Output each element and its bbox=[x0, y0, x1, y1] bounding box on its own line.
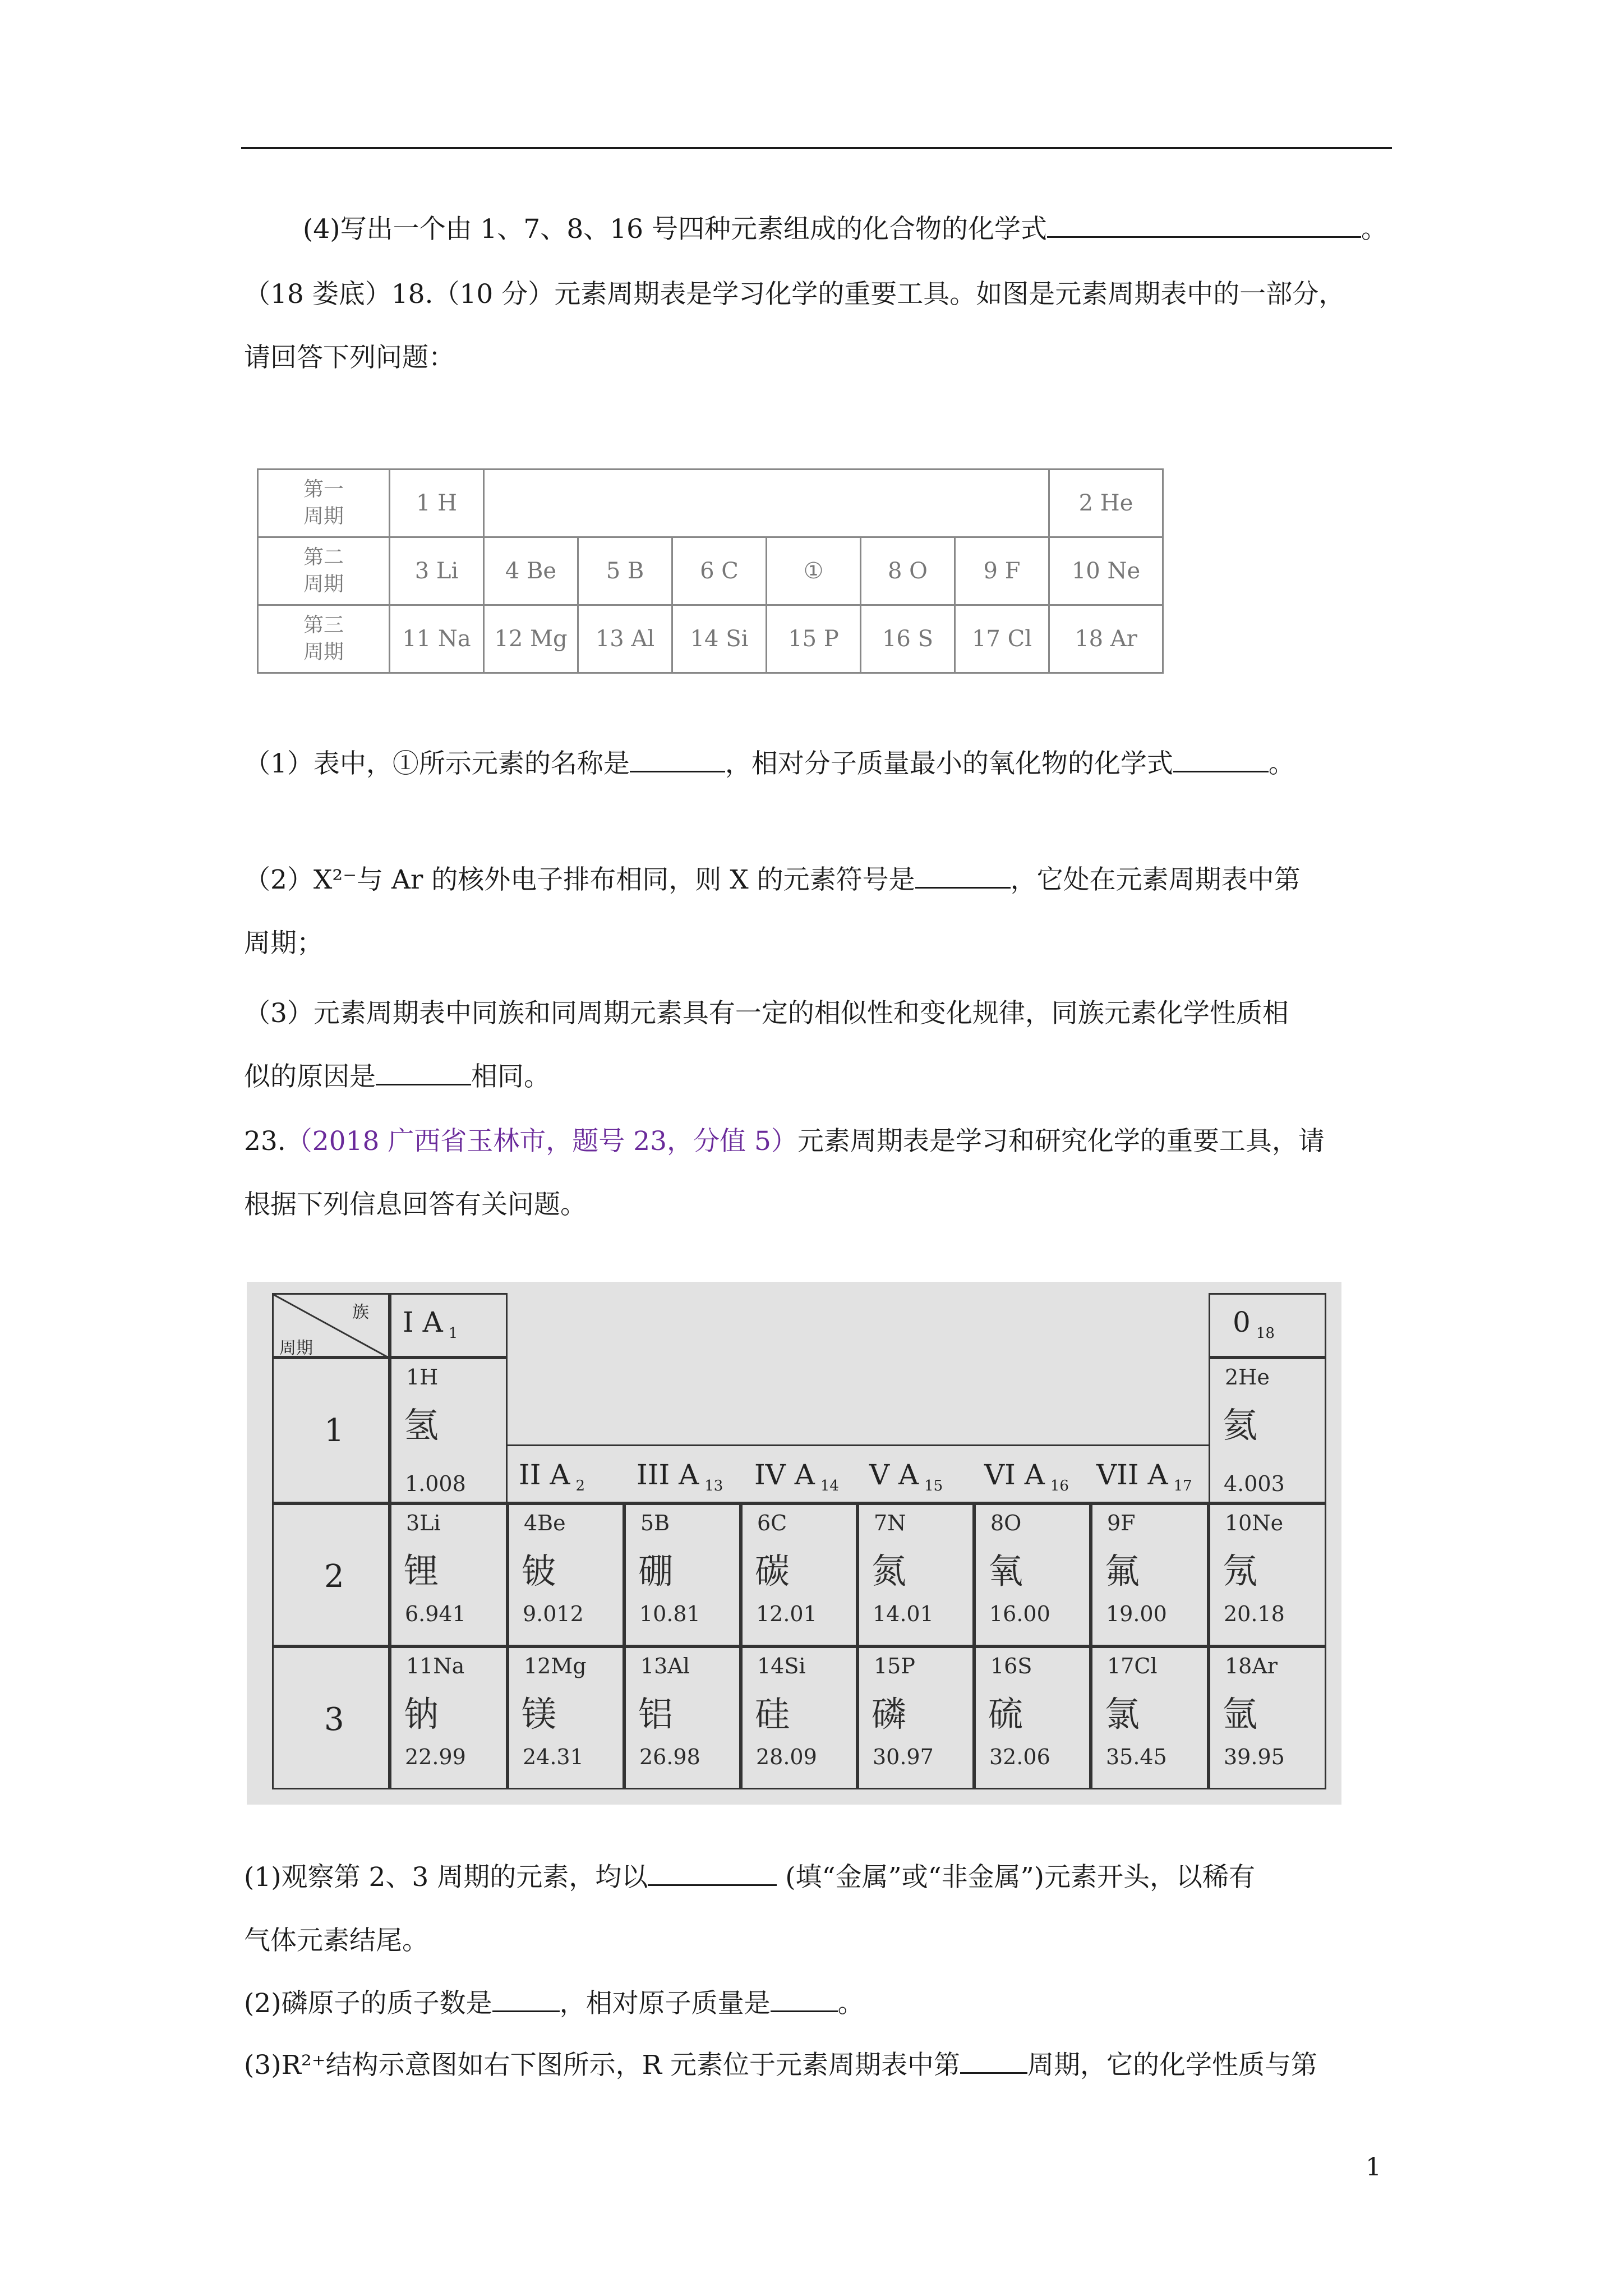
page-number: 1 bbox=[1366, 2153, 1381, 2182]
element-cell: 2 He bbox=[1049, 470, 1163, 537]
group-header: 0 $_{18}$ bbox=[1209, 1293, 1326, 1358]
element-cell: 6 C bbox=[672, 537, 767, 605]
element-cell: 9 F bbox=[955, 537, 1049, 605]
q23-periodic-table-photo bbox=[247, 1282, 1341, 1805]
q23-intro: 23.（2018 广西省玉林市，题号 23，分值 5）元素周期表是学习和研究化学的重要工具，请 根据下列信息回答有关问题。 bbox=[244, 1126, 1325, 1220]
answer-blank[interactable] bbox=[376, 1057, 471, 1085]
q18-part2: （2）X²⁻与 Ar 的核外电子排布相同，则 X 的元素符号是 ，它处在元素周期表中第 周期； bbox=[244, 848, 1394, 975]
element-cell: 16S 硫 32.06 bbox=[974, 1646, 1091, 1789]
element-cell: 13 Al bbox=[578, 605, 672, 673]
element-cell: 8O 氧 16.00 bbox=[974, 1503, 1091, 1646]
table-row bbox=[258, 470, 1163, 537]
element-cell-He: 2He 氦 4.003 bbox=[1209, 1358, 1326, 1503]
q23-part3: (3)R²⁺结构示意图如右下图所示，R 元素位于元素周期表中第 周期，它的化学性质与第 bbox=[244, 2033, 1394, 2097]
answer-blank[interactable] bbox=[630, 744, 725, 772]
table-row bbox=[258, 537, 1163, 605]
element-cell: 13Al 铝 26.98 bbox=[624, 1646, 741, 1789]
element-cell: 18 Ar bbox=[1049, 605, 1163, 673]
element-cell: 12Mg 镁 24.31 bbox=[508, 1646, 624, 1789]
element-cell: 17 Cl bbox=[955, 605, 1049, 673]
element-cell: 3Li 锂 6.941 bbox=[390, 1503, 508, 1646]
answer-blank[interactable] bbox=[1173, 744, 1269, 772]
element-cell: 7N 氮 14.01 bbox=[857, 1503, 974, 1646]
answer-blank[interactable] bbox=[915, 861, 1011, 889]
q23-part2: (2)磷原子的质子数是 ，相对原子质量是 。 bbox=[244, 1972, 1394, 2035]
period-header: 第一 周期 bbox=[258, 470, 390, 537]
element-cell: 11Na 钠 22.99 bbox=[390, 1646, 508, 1789]
source-citation: （2018 广西省玉林市，题号 23，分值 5） bbox=[285, 1126, 797, 1157]
period-3-cell: 3 bbox=[272, 1646, 390, 1789]
q18-periodic-table bbox=[257, 468, 1164, 674]
answer-blank[interactable] bbox=[960, 2046, 1027, 2074]
element-cell: 9F 氟 19.00 bbox=[1091, 1503, 1209, 1646]
element-cell: 17Cl 氯 35.45 bbox=[1091, 1646, 1209, 1789]
element-cell: 14Si 硅 28.09 bbox=[741, 1646, 857, 1789]
element-cell: 15 P bbox=[767, 605, 861, 673]
q18-part3: （3）元素周期表中同族和同周期元素具有一定的相似性和变化规律，同族元素化学性质相 似的原因是 相同。 bbox=[244, 998, 1289, 1092]
answer-blank[interactable] bbox=[648, 1858, 777, 1886]
element-cell: 4Be 铍 9.012 bbox=[508, 1503, 624, 1646]
q18-intro: （18 娄底）18.（10 分）元素周期表是学习化学的重要工具。如图是元素周期表中的一部分， 请回答下列问题： bbox=[244, 279, 1345, 373]
element-cell: 6C 碳 12.01 bbox=[741, 1503, 857, 1646]
answer-blank[interactable] bbox=[492, 1984, 560, 2012]
period-header: 第三 周期 bbox=[258, 605, 390, 673]
q23-part1: (1)观察第 2、3 周期的元素，均以 (填“金属”或“非金属”)元素开头，以稀有 气体元素结尾。 bbox=[244, 1846, 1394, 1972]
element-cell: 16 S bbox=[861, 605, 955, 673]
element-cell: 5 B bbox=[578, 537, 672, 605]
element-cell: 8 O bbox=[861, 537, 955, 605]
element-cell: ① bbox=[767, 537, 861, 605]
element-cell: 14 Si bbox=[672, 605, 767, 673]
answer-blank[interactable] bbox=[771, 1984, 838, 2012]
element-cell: 12 Mg bbox=[484, 605, 578, 673]
element-cell: 15P 磷 30.97 bbox=[857, 1646, 974, 1789]
element-cell: 3 Li bbox=[390, 537, 484, 605]
period-2-cell: 2 bbox=[272, 1503, 390, 1646]
element-cell: 10 Ne bbox=[1049, 537, 1163, 605]
group-header-row: II A $_2$ III A $_{13}$ IV A $_{14}$ V A $_{15}$ VI A $_{16}$ VII A $_{17}$ bbox=[508, 1444, 1209, 1503]
corner-group-label: 族 bbox=[352, 1303, 369, 1322]
empty-span bbox=[484, 470, 1049, 537]
answer-blank[interactable] bbox=[1047, 210, 1361, 238]
header-rule bbox=[241, 147, 1392, 149]
q18-part1: （1）表中，①所示元素的名称是 ，相对分子质量最小的氧化物的化学式 。 bbox=[244, 732, 1394, 795]
element-cell: 10Ne 氖 20.18 bbox=[1209, 1503, 1326, 1646]
element-cell: 18Ar 氩 39.95 bbox=[1209, 1646, 1326, 1789]
element-cell: 5B 硼 10.81 bbox=[624, 1503, 741, 1646]
group-header: I A $_1$ bbox=[390, 1293, 508, 1358]
corner-period-label: 周期 bbox=[279, 1338, 313, 1358]
period-header: 第二 周期 bbox=[258, 537, 390, 605]
periodic-table-grid bbox=[272, 1293, 1326, 1792]
period-1-cell: 1 bbox=[272, 1358, 390, 1503]
element-cell-H: 1H 氢 1.008 bbox=[390, 1358, 508, 1503]
element-cell: 11 Na bbox=[390, 605, 484, 673]
element-cell: 1 H bbox=[390, 470, 484, 537]
table-row bbox=[258, 605, 1163, 673]
q17-part4: (4)写出一个由 1、7、8、16 号四种元素组成的化合物的化学式 。 bbox=[303, 197, 1396, 261]
corner-cell bbox=[272, 1293, 390, 1358]
element-cell: 4 Be bbox=[484, 537, 578, 605]
